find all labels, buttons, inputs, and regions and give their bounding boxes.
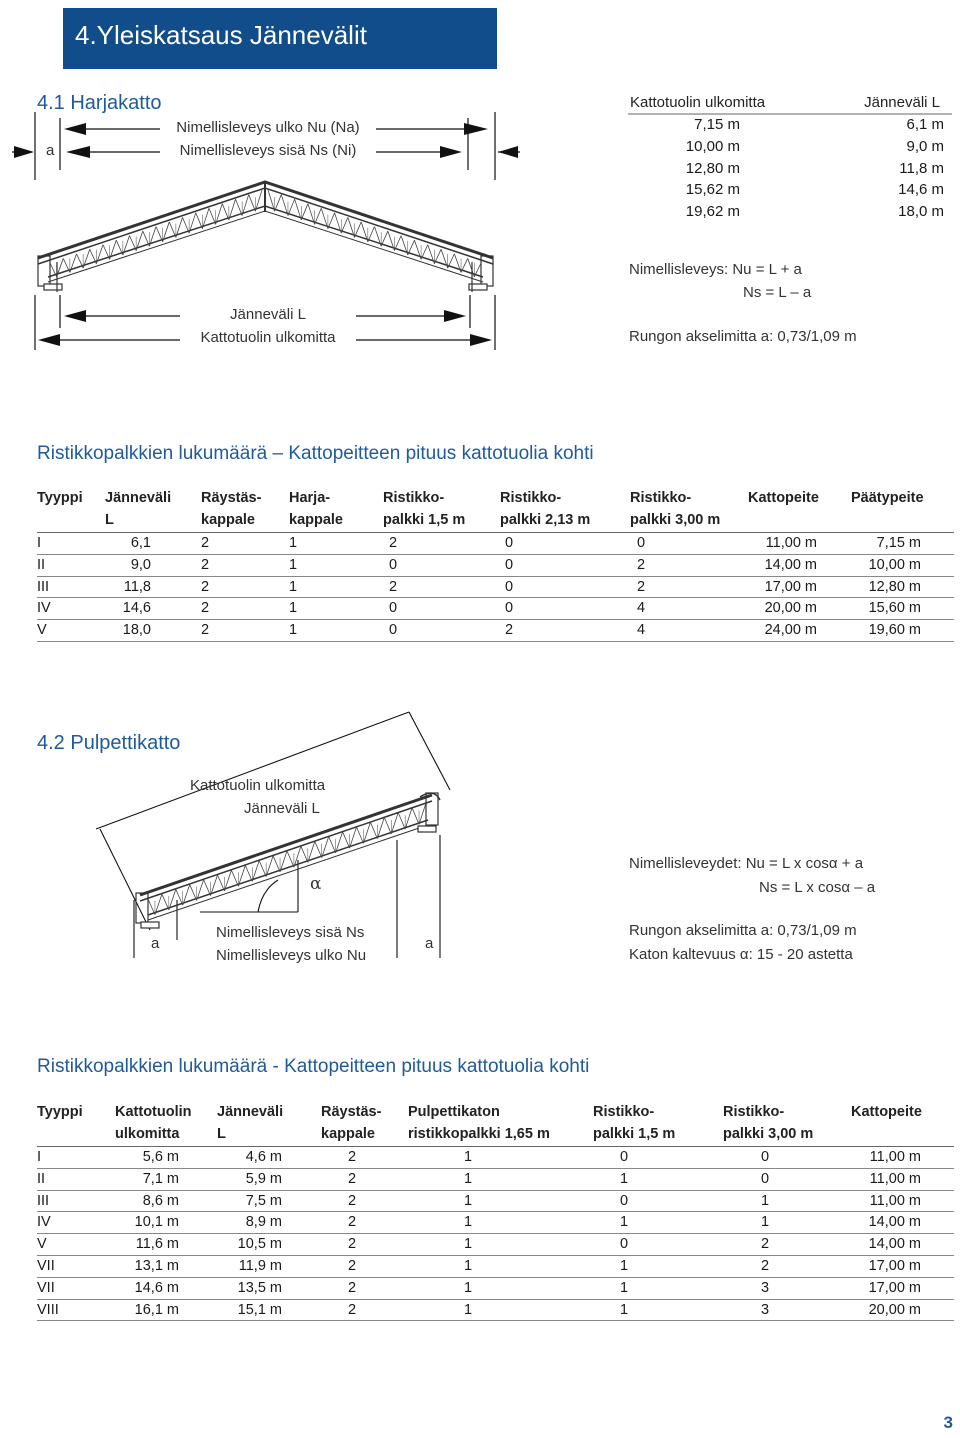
- table2-cell: 5,6 m: [142, 1149, 179, 1165]
- table1-cell: 2: [389, 578, 398, 595]
- table2-cell: II: [37, 1170, 46, 1187]
- table2-cell: 2: [348, 1192, 357, 1209]
- span-table-cell-span: 6,1 m: [906, 116, 944, 133]
- table2-header: L: [217, 1126, 226, 1142]
- table2-cell: 2: [348, 1170, 357, 1187]
- table2-cell: V: [37, 1236, 47, 1253]
- section-heading-harjakatto: 4.1 Harjakatto: [37, 92, 162, 114]
- table1-cell: 2: [637, 578, 646, 595]
- table1-header: Ristikko-: [630, 490, 692, 506]
- pulp-label-alpha: α: [310, 874, 322, 894]
- pulp-formula-nu: Nimellisleveydet: Nu = L x cosα + a: [629, 855, 864, 872]
- label-nimellisleveys-sisa: Nimellisleveys sisä Ns (Ni): [179, 142, 357, 159]
- table2-cell: 1: [620, 1301, 629, 1318]
- table2-cell: 20,00 m: [868, 1301, 921, 1318]
- pulp-label-ns: Nimellisleveys sisä Ns: [216, 924, 365, 941]
- table2-row-divider: [37, 1277, 954, 1278]
- pulp-axis-note: Rungon akselimitta a: 0,73/1,09 m: [629, 922, 857, 939]
- table2-header: Ristikko-: [593, 1104, 655, 1120]
- table2-header: Jänneväli: [217, 1104, 284, 1120]
- table2-row-divider: [37, 1168, 954, 1169]
- table1-cell: 14,00 m: [764, 556, 817, 573]
- table2-header: Räystäs-: [321, 1104, 382, 1120]
- table1-cell: 2: [389, 535, 398, 551]
- table2-cell: 13,1 m: [134, 1258, 179, 1274]
- table2-header: Kattotuolin: [115, 1104, 192, 1120]
- table2-cell: 3: [761, 1279, 770, 1296]
- table2-cell: 1: [464, 1301, 473, 1318]
- table2-cell: 13,5 m: [237, 1279, 282, 1296]
- table1-cell: 10,00 m: [868, 556, 921, 573]
- pulp-label-outer: Kattotuolin ulkomitta: [190, 777, 326, 794]
- table2-cell: 11,00 m: [869, 1149, 921, 1165]
- table1-cell: 0: [389, 556, 398, 573]
- table2-cell: 8,9 m: [245, 1214, 282, 1231]
- span-table-cell-span: 18,0 m: [898, 203, 944, 221]
- table1-cell: 11,00 m: [765, 535, 817, 551]
- table2-cell: 2: [761, 1236, 770, 1253]
- table2-cell: I: [37, 1149, 42, 1165]
- table1-cell: I: [37, 535, 42, 551]
- table1-cell: 2: [201, 622, 210, 639]
- table1-cell: 0: [505, 578, 514, 595]
- page-title: 4.Yleiskatsaus Jännevälit: [75, 20, 367, 50]
- table2-cell: 1: [464, 1192, 473, 1209]
- table1-cell: 0: [505, 556, 514, 573]
- table2-cell: 1: [620, 1258, 629, 1274]
- table2-header: palkki 1,5 m: [593, 1126, 676, 1142]
- table2-header: Pulpettikaton: [408, 1104, 500, 1120]
- table2-row-divider: [37, 1190, 954, 1191]
- table1-cell: 1: [289, 622, 298, 639]
- harjakatto-truss-web-right: [268, 190, 481, 277]
- harjakatto-truss: [38, 182, 493, 286]
- table2-cell: 7,1 m: [142, 1170, 179, 1187]
- table2-cell: 10,5 m: [237, 1236, 282, 1253]
- table1-cell: 2: [201, 535, 210, 551]
- table2-cell: 1: [464, 1170, 473, 1187]
- harjakatto-truss-web-left: [50, 190, 262, 277]
- table1-cell: 4: [637, 622, 646, 639]
- table1-cell: 17,00 m: [764, 578, 817, 595]
- table1-header: palkki 2,13 m: [500, 512, 591, 528]
- table2-cell: IV: [37, 1214, 51, 1231]
- table2-cell: 2: [348, 1301, 357, 1318]
- table1-header: Jänneväli: [105, 490, 172, 506]
- table2-cell: 1: [464, 1258, 473, 1274]
- span-table-cell-outer: 12,80 m: [685, 159, 740, 177]
- table2-cell: 0: [620, 1236, 629, 1253]
- pulpettikatto-truss-web: [148, 803, 426, 915]
- formula-nu: Nimellisleveys: Nu = L + a: [629, 261, 802, 278]
- table2-cell: 0: [761, 1149, 770, 1165]
- table1-row-divider: [37, 619, 954, 620]
- table2-cell: 5,9 m: [245, 1170, 282, 1187]
- table2-row-divider: [37, 1320, 954, 1321]
- pulp-label-a-right: a: [425, 935, 434, 952]
- table2-cell: 2: [348, 1279, 357, 1296]
- table2-cell: 2: [348, 1149, 357, 1165]
- table2-row-divider: [37, 1255, 954, 1256]
- pulp-formula-ns: Ns = L x cosα – a: [759, 879, 876, 896]
- table1-header: Tyyppi: [37, 490, 83, 506]
- table1-header: kappale: [201, 512, 255, 528]
- table1-cell: 2: [637, 556, 646, 573]
- table1-header: kappale: [289, 512, 343, 528]
- table1-cell: II: [37, 556, 46, 573]
- table2-cell: 11,6 m: [135, 1236, 179, 1253]
- label-kattotuolin-ulkomitta: Kattotuolin ulkomitta: [200, 329, 336, 346]
- table1-header: Ristikko-: [500, 490, 562, 506]
- section-heading-pulpettikatto: 4.2 Pulpettikatto: [37, 732, 181, 754]
- formula-ns: Ns = L – a: [743, 284, 812, 301]
- table2-row-divider: [37, 1299, 954, 1300]
- table2-heading: Ristikkopalkkien lukumäärä - Kattopeitteen pituus kattotuolia kohti: [37, 1056, 590, 1077]
- table1-cell: 4: [637, 600, 646, 617]
- span-table-cell-outer: 19,62 m: [685, 203, 740, 221]
- table2-header: ristikkopalkki 1,65 m: [408, 1126, 550, 1142]
- span-table-cell-span: 14,6 m: [898, 181, 944, 199]
- axis-note-harjakatto: Rungon akselimitta a: 0,73/1,09 m: [629, 328, 857, 345]
- table1-header: Kattopeite: [748, 490, 819, 506]
- pulp-label-a-left: a: [151, 935, 160, 952]
- span-table-header-outer: Kattotuolin ulkomitta: [630, 94, 766, 111]
- table2-cell: 7,5 m: [245, 1192, 282, 1209]
- span-table-cell-outer: 10,00 m: [685, 137, 740, 155]
- span-table-cell-outer: 15,62 m: [685, 181, 740, 199]
- pulp-label-nu: Nimellisleveys ulko Nu: [216, 947, 367, 964]
- table1-cell: 1: [289, 535, 298, 551]
- span-table-cell-span: 11,8 m: [899, 159, 944, 177]
- table1-cell: 0: [389, 600, 398, 617]
- table1-header: Harja-: [289, 490, 331, 506]
- pulpettikatto-supports: [141, 826, 436, 928]
- table2-cell: 8,6 m: [142, 1192, 179, 1209]
- table1-row-divider: [37, 554, 954, 555]
- table2-cell: 2: [348, 1214, 357, 1231]
- table1-row-divider: [37, 641, 954, 642]
- table2: [37, 1102, 954, 1322]
- table1-cell: 9,0: [130, 556, 151, 573]
- table2-cell: 11,9 m: [238, 1258, 282, 1274]
- table1: [37, 488, 954, 644]
- table2-cell: 0: [620, 1149, 629, 1165]
- table1-header: palkki 1,5 m: [383, 512, 466, 528]
- table2-header: Tyyppi: [37, 1104, 83, 1120]
- table2-header: Kattopeite: [851, 1104, 922, 1120]
- table2-row-divider: [37, 1211, 954, 1212]
- table2-cell: 14,00 m: [868, 1214, 921, 1231]
- table2-cell: 1: [464, 1149, 473, 1165]
- table1-cell: 7,15 m: [876, 535, 921, 551]
- pulp-label-span: Jänneväli L: [244, 800, 320, 817]
- table1-cell: 6,1: [130, 535, 151, 551]
- table1-cell: V: [37, 622, 47, 639]
- table2-cell: 1: [620, 1214, 629, 1231]
- table1-cell: 1: [289, 578, 298, 595]
- span-table-cell-span: 9,0 m: [906, 137, 944, 155]
- table2-header: kappale: [321, 1126, 375, 1142]
- table1-cell: III: [37, 578, 50, 595]
- table2-cell: VII: [37, 1279, 55, 1296]
- table2-cell: 2: [348, 1258, 357, 1274]
- table1-row-divider: [37, 576, 954, 577]
- table2-cell: 1: [620, 1279, 629, 1296]
- table2-cell: 3: [761, 1301, 770, 1318]
- table1-cell: 1: [289, 600, 298, 617]
- table2-cell: 1: [464, 1236, 473, 1253]
- label-nimellisleveys-ulko: Nimellisleveys ulko Nu (Na): [176, 119, 360, 136]
- table2-cell: 0: [620, 1192, 629, 1209]
- table1-header: Päätypeite: [851, 490, 924, 506]
- table2-cell: 1: [620, 1170, 629, 1187]
- table1-cell: 14,6: [122, 600, 151, 617]
- table1-cell: 0: [637, 535, 646, 551]
- table1-cell: 18,0: [122, 622, 151, 639]
- table2-header: palkki 3,00 m: [723, 1126, 814, 1142]
- table2-cell: 15,1 m: [237, 1301, 282, 1318]
- table1-cell: 2: [505, 622, 514, 639]
- label-a: a: [46, 142, 55, 159]
- table1-cell: 11,8: [123, 578, 151, 595]
- table2-cell: 1: [464, 1279, 473, 1296]
- table1-heading: Ristikkopalkkien lukumäärä – Kattopeitteen pituus kattotuolia kohti: [37, 443, 594, 464]
- pulp-slope-note: Katon kaltevuus α: 15 - 20 astetta: [629, 946, 853, 963]
- label-janneva: Jänneväli L: [230, 306, 306, 323]
- table2-cell: 16,1 m: [134, 1301, 179, 1318]
- table1-cell: 0: [389, 622, 398, 639]
- table1-row-divider: [37, 597, 954, 598]
- table2-cell: 2: [761, 1258, 770, 1274]
- table1-cell: 12,80 m: [868, 578, 921, 595]
- table1-cell: 2: [201, 600, 210, 617]
- table1-cell: 20,00 m: [764, 600, 817, 617]
- span-table-header-span: Jänneväli L: [864, 94, 940, 111]
- table2-cell: 14,6 m: [134, 1279, 179, 1296]
- table2-header: Ristikko-: [723, 1104, 785, 1120]
- table1-cell: 0: [505, 600, 514, 617]
- table2-cell: 17,00 m: [868, 1279, 921, 1296]
- table2-cell: 10,1 m: [134, 1214, 179, 1231]
- table1-cell: 0: [505, 535, 514, 551]
- table2-row-divider: [37, 1233, 954, 1234]
- table2-cell: 17,00 m: [868, 1258, 921, 1274]
- table2-cell: 1: [761, 1214, 770, 1231]
- table1-cell: 2: [201, 556, 210, 573]
- table1-header: palkki 3,00 m: [630, 512, 721, 528]
- table2-cell: 4,6 m: [245, 1149, 282, 1165]
- table2-cell: 11,00 m: [869, 1170, 921, 1187]
- table2-cell: 1: [761, 1192, 770, 1209]
- table2-cell: VIII: [37, 1301, 59, 1318]
- table1-header: L: [105, 512, 114, 528]
- table1-cell: 19,60 m: [868, 622, 921, 639]
- table2-cell: 0: [761, 1170, 770, 1187]
- table2-cell: VII: [37, 1258, 55, 1274]
- table2-cell: 14,00 m: [868, 1236, 921, 1253]
- table2-cell: III: [37, 1192, 50, 1209]
- harjakatto-supports: [44, 262, 487, 292]
- table1-cell: 15,60 m: [868, 600, 921, 617]
- table2-cell: 2: [348, 1236, 357, 1253]
- table1-cell: 2: [201, 578, 210, 595]
- span-table-cell-outer: 7,15 m: [694, 116, 740, 133]
- table1-header: Räystäs-: [201, 490, 262, 506]
- table2-cell: 1: [464, 1214, 473, 1231]
- table2-cell: 11,00 m: [869, 1192, 921, 1209]
- table1-header: Ristikko-: [383, 490, 445, 506]
- table2-header: ulkomitta: [115, 1126, 180, 1142]
- table1-cell: IV: [37, 600, 51, 617]
- table1-cell: 24,00 m: [764, 622, 817, 639]
- table1-cell: 1: [289, 556, 298, 573]
- page-number: 3: [943, 1413, 953, 1432]
